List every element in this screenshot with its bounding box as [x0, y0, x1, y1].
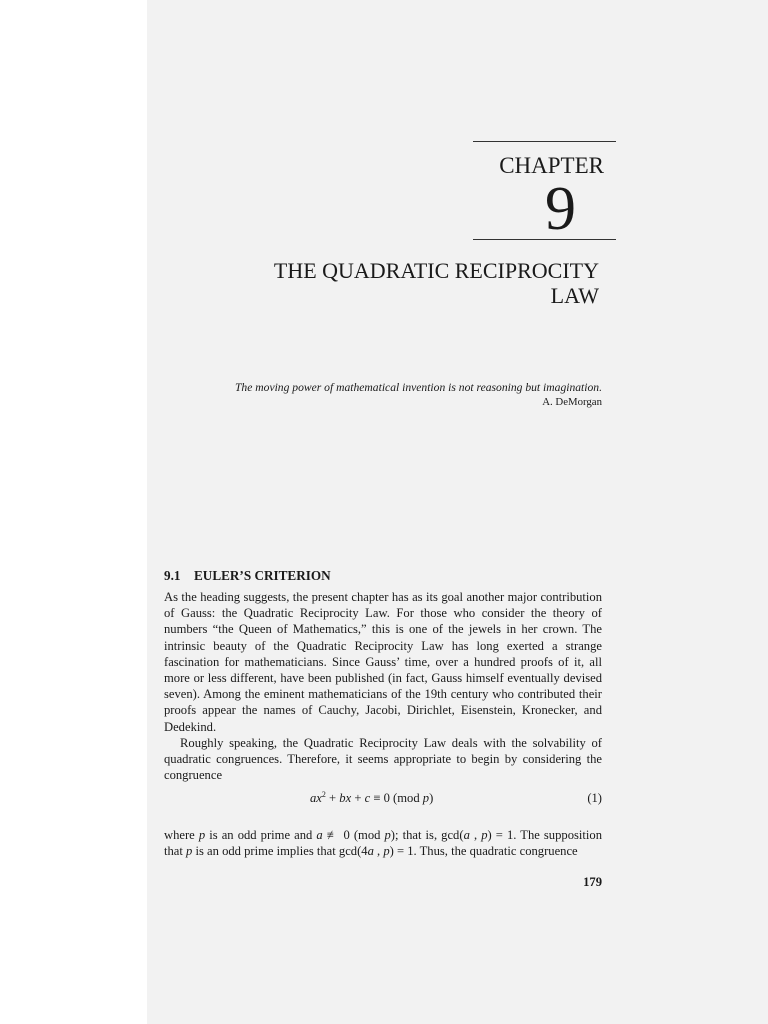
epigraph	[210, 381, 602, 409]
equation-number: (1)	[587, 791, 602, 805]
section-heading	[164, 568, 604, 584]
equation-expression: $ax^2$ + bx + c ≡ 0 (mod p)	[310, 789, 434, 805]
paragraph-2: Roughly speaking, the Quadratic Reciprocity Law deals with the solvability of quadratic congruences. Therefore, it seems appropriate to begin by considering the congruence	[164, 736, 602, 783]
chapter-number: 9	[545, 175, 576, 243]
chapter-rule-bottom	[473, 239, 616, 240]
section-number: 9.1	[164, 568, 181, 583]
paragraph-3: where p is an odd prime and a ≢ 0 (mod p); that is, gcd(a , p) = 1. The supposition that p is an odd prime implies that gcd(4a , p) = 1. Thus, the quadratic congruence	[164, 828, 602, 859]
chapter-label: CHAPTER	[499, 153, 604, 178]
section-title: EULER’S CRITERION	[194, 568, 331, 583]
chapter-title	[230, 258, 599, 308]
epigraph-quote: The moving power of mathematical invention is not reasoning but imagination.	[234, 381, 602, 394]
epigraph-author: A. DeMorgan	[542, 396, 602, 408]
paragraph-1: As the heading suggests, the present chapter has as its goal another major contribution of Gauss: the Quadratic Reciprocity Law. For those who consider the theory of numbers “the Queen of Mathematics,” this is one of the jewels in her crown. The intrinsic beauty of the Quadratic Reciprocity Law has long exerted a strange fascination for mathematicians. Since Gauss’ time, over a hundred proofs of it, all more or less different, have been published (in fact, Gauss himself eventually devised seven). Among the eminent mathematicians of the 19th century who contributed their proofs appear the names of Cauchy, Jacobi, Dirichlet, Eisenstein, Kronecker, and Dedekind.	[164, 590, 602, 734]
chapter-title-line-1: THE QUADRATIC RECIPROCITY	[273, 258, 599, 283]
chapter-rule-top	[473, 141, 616, 142]
page-number: 179	[583, 875, 602, 889]
chapter-title-line-2: LAW	[550, 283, 599, 308]
